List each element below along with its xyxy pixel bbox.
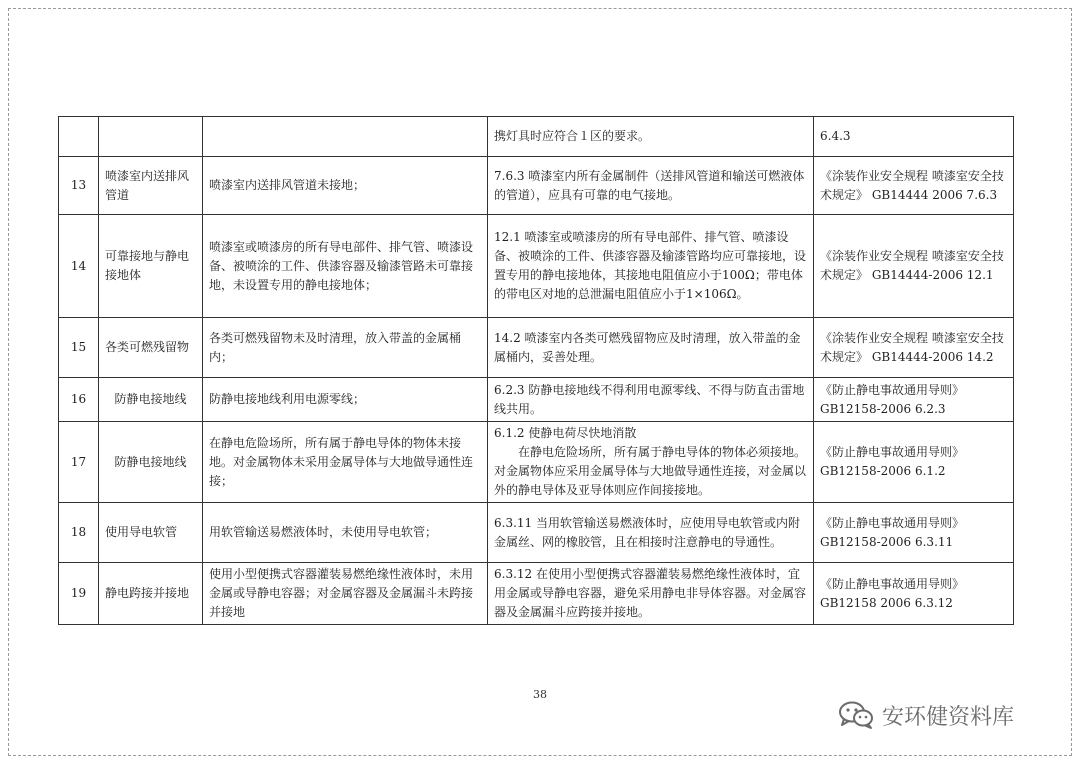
row-index: 19	[59, 563, 99, 625]
row-basis: 《防止静电事故通用导则》 GB12158 2006 6.3.12	[814, 563, 1014, 625]
row-basis: 《防止静电事故通用导则》 GB12158-2006 6.3.11	[814, 503, 1014, 563]
watermark-text: 安环健资料库	[882, 704, 1015, 730]
regulation-table	[58, 116, 1014, 625]
row-index: 16	[59, 378, 99, 422]
table-row	[59, 157, 1014, 215]
row-problem: 各类可燃残留物未及时清理，放入带盖的金属桶内；	[203, 318, 488, 378]
row-item: 防静电接地线	[99, 378, 203, 422]
row-item: 使用导电软管	[99, 503, 203, 563]
row-item: 各类可燃残留物	[99, 318, 203, 378]
row-requirement: 12.1 喷漆室或喷漆房的所有导电部件、排气管、喷漆设备、被喷涂的工件、供漆容器及输漆管路均应可靠接地，设置专用的静电接地体，其接地电阻值应小于100Ω；带电体的带电区对地的总泄漏电阻值应小于1×106Ω。	[488, 215, 814, 318]
row-problem: 使用小型便携式容器灌装易燃绝缘性液体时，未用金属或导静电容器；对金属容器及金属漏斗未跨接并接地	[203, 563, 488, 625]
row-basis: 《防止静电事故通用导则》 GB12158-2006 6.1.2	[814, 422, 1014, 503]
row-problem: 喷漆室内送排风管道未接地；	[203, 157, 488, 215]
row-requirement: 6.3.11 当用软管输送易燃液体时，应使用导电软管或内附金属丝、网的橡胶管，且在相接时注意静电的导通性。	[488, 503, 814, 563]
table-row	[59, 117, 1014, 157]
row-requirement: 6.3.12 在使用小型便携式容器灌装易燃绝缘性液体时，宜用金属或导静电容器，避免采用静电非导体容器。对金属容器及金属漏斗应跨接并接地。	[488, 563, 814, 625]
row-requirement: 7.6.3 喷漆室内所有金属制件（送排风管道和输送可燃液体的管道），应具有可靠的电气接地。	[488, 157, 814, 215]
row-index: 15	[59, 318, 99, 378]
row-index	[59, 117, 99, 157]
table-row	[59, 503, 1014, 563]
row-basis: 6.4.3	[814, 117, 1014, 157]
table-row	[59, 215, 1014, 318]
row-index: 18	[59, 503, 99, 563]
table-row	[59, 318, 1014, 378]
row-requirement: 携灯具时应符合１区的要求。	[488, 117, 814, 157]
row-requirement: 6.1.2 使静电荷尽快地消散 在静电危险场所，所有属于静电导体的物体必须接地。对金属物体应采用金属导体与大地做导通性连接，对金属以外的静电导体及亚导体则应作间接接地。	[488, 422, 814, 503]
table-row	[59, 378, 1014, 422]
row-basis: 《防止静电事故通用导则》 GB12158-2006 6.2.3	[814, 378, 1014, 422]
row-problem: 用软管输送易燃液体时，未使用导电软管；	[203, 503, 488, 563]
row-item: 可靠接地与静电接地体	[99, 215, 203, 318]
row-requirement: 14.2 喷漆室内各类可燃残留物应及时清理，放入带盖的金属桶内，妥善处理。	[488, 318, 814, 378]
row-item: 静电跨接并接地	[99, 563, 203, 625]
row-problem: 在静电危险场所，所有属于静电导体的物体未接地。对金属物体未采用金属导体与大地做导通性连接；	[203, 422, 488, 503]
row-item	[99, 117, 203, 157]
row-basis: 《涂装作业安全规程 喷漆室安全技术规定》 GB14444-2006 14.2	[814, 318, 1014, 378]
table-row	[59, 563, 1014, 625]
row-problem: 喷漆室或喷漆房的所有导电部件、排气管、喷漆设备、被喷涂的工件、供漆容器及输漆管路未可靠接地，未设置专用的静电接地体；	[203, 215, 488, 318]
page-number: 38	[533, 688, 547, 701]
row-index: 17	[59, 422, 99, 503]
row-basis: 《涂装作业安全规程 喷漆室安全技术规定》 GB14444-2006 12.1	[814, 215, 1014, 318]
watermark	[838, 698, 1014, 732]
row-item: 喷漆室内送排风管道	[99, 157, 203, 215]
row-requirement: 6.2.3 防静电接地线不得利用电源零线、不得与防直击雷地线共用。	[488, 378, 814, 422]
row-problem	[203, 117, 488, 157]
row-problem: 防静电接地线利用电源零线；	[203, 378, 488, 422]
row-basis: 《涂装作业安全规程 喷漆室安全技术规定》 GB14444 2006 7.6.3	[814, 157, 1014, 215]
wechat-icon	[838, 700, 874, 730]
row-item: 防静电接地线	[99, 422, 203, 503]
row-index: 13	[59, 157, 99, 215]
row-index: 14	[59, 215, 99, 318]
table-row	[59, 422, 1014, 503]
